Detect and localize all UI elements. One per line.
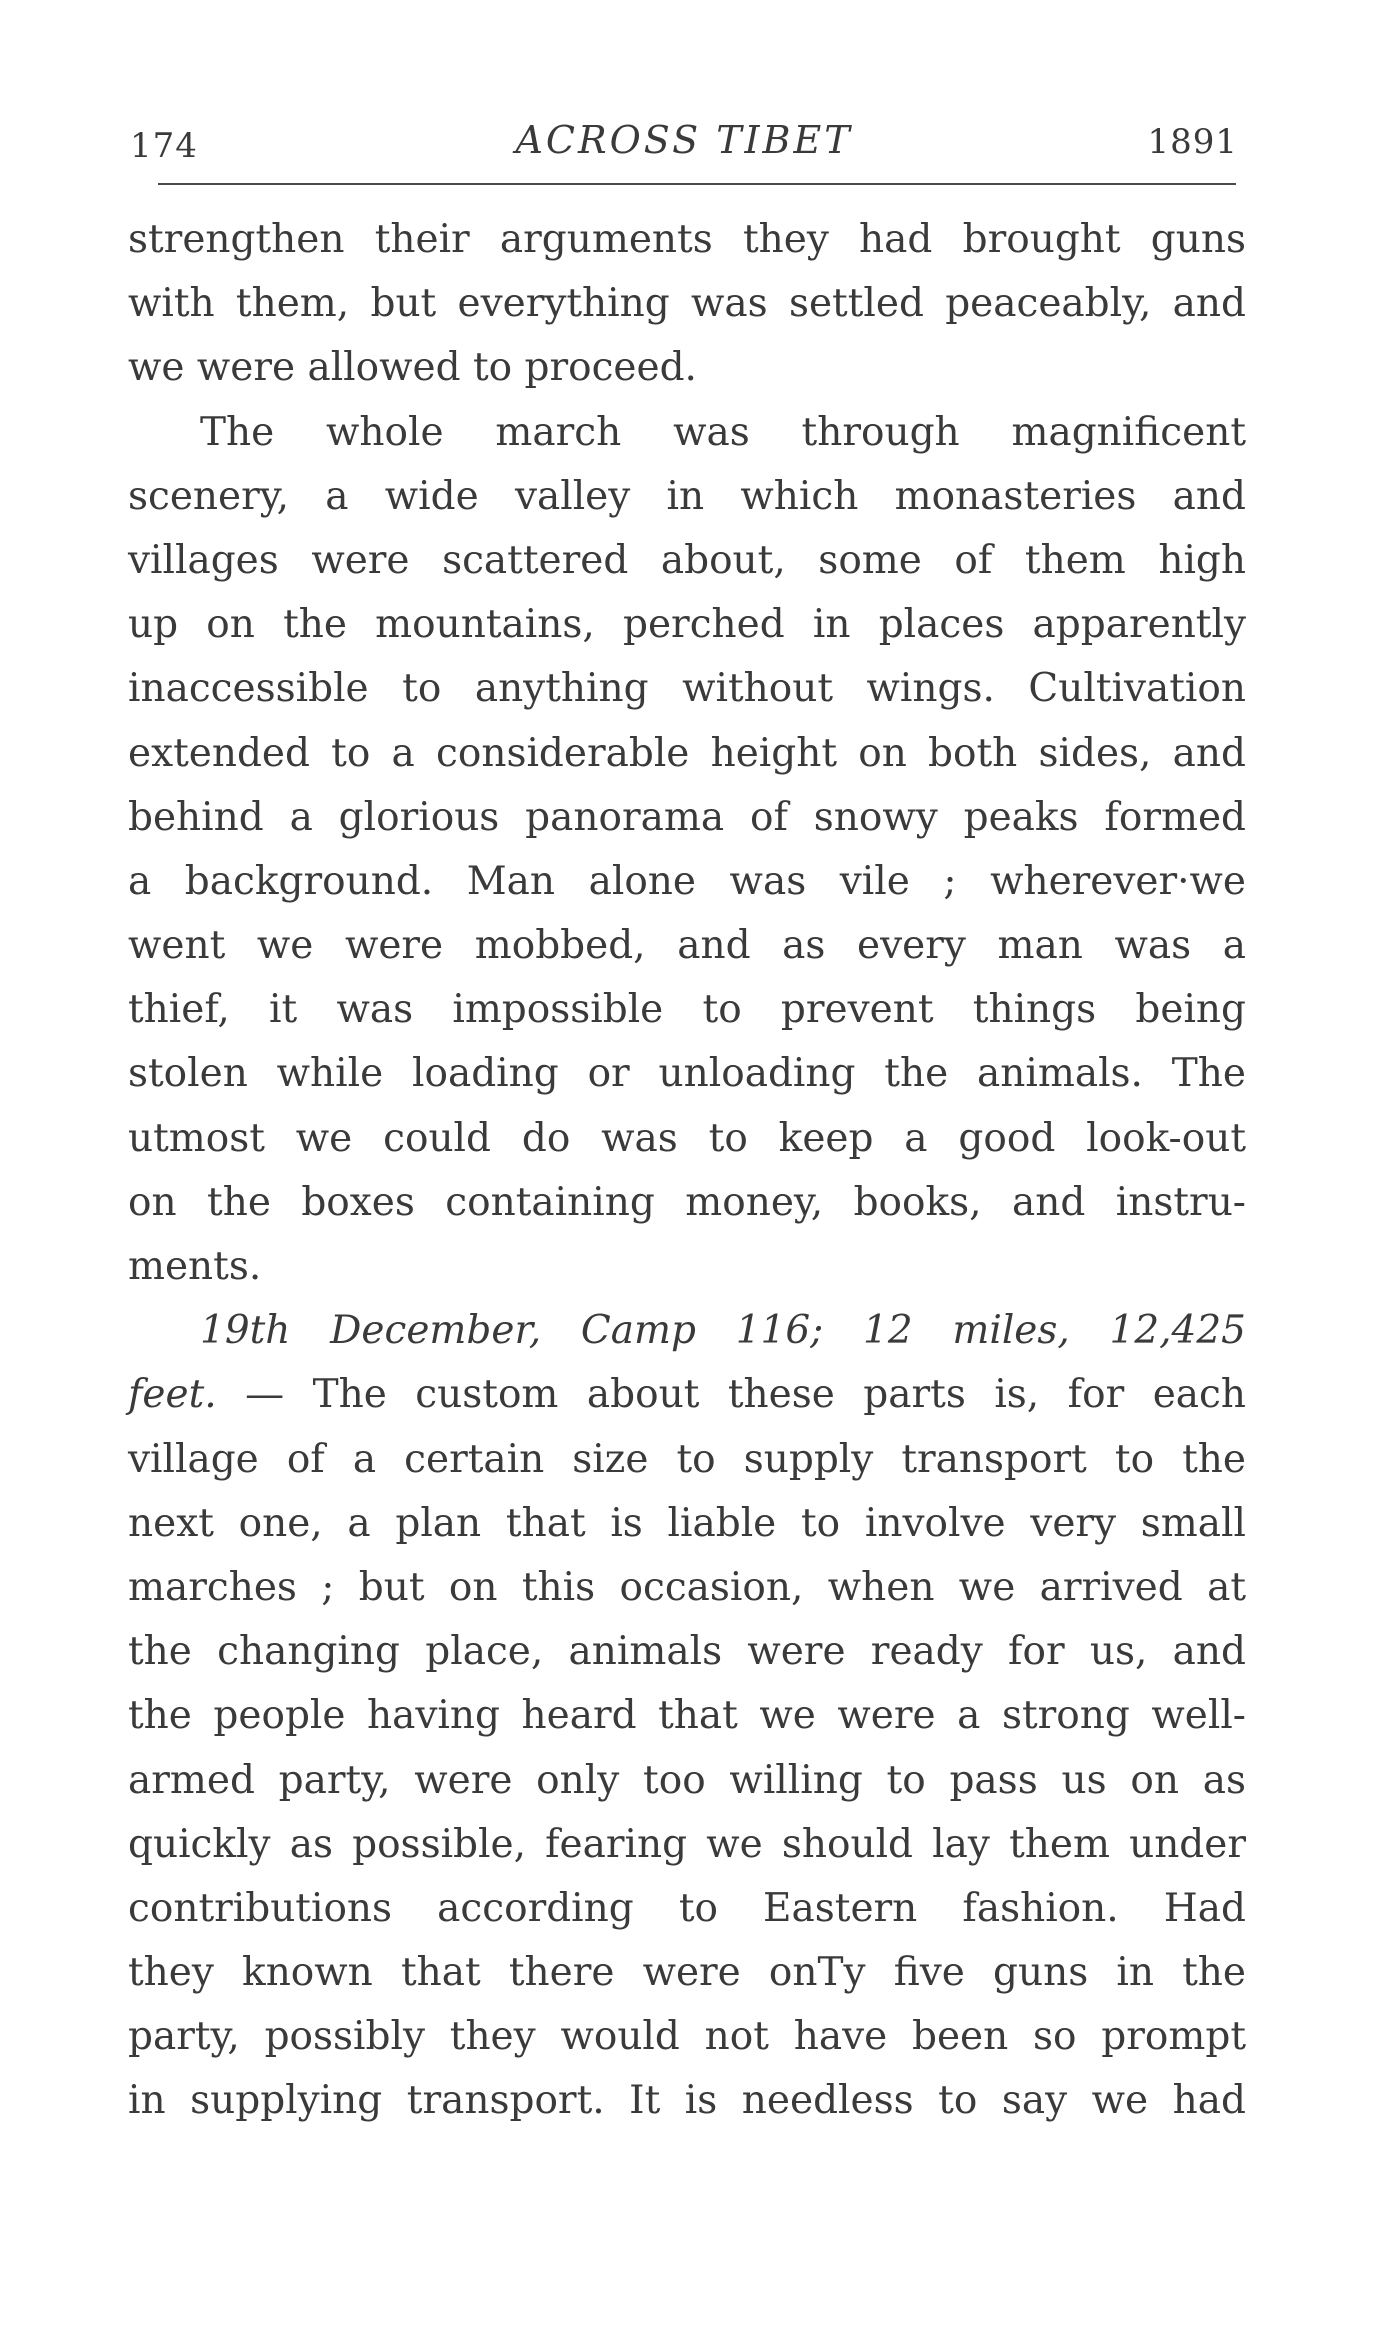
text-line: inaccessible to anything without wings. Cultivation bbox=[128, 666, 1246, 712]
diary-entry-heading: 19th December, Camp 116; 12 miles, 12,425 bbox=[200, 1308, 1246, 1354]
text-line: up on the mountains, perched in places apparently bbox=[128, 602, 1246, 648]
text-line: on the boxes containing money, books, and instru- bbox=[128, 1179, 1246, 1225]
text-line: the changing place, animals were ready for us, and bbox=[128, 1629, 1246, 1675]
body-text bbox=[128, 208, 1246, 2134]
text-line: behind a glorious panorama of snowy peaks formed bbox=[128, 794, 1246, 840]
running-year: 1891 bbox=[1147, 122, 1238, 162]
text-line: in supplying transport. It is needless to say we had bbox=[128, 2078, 1246, 2124]
diary-entry-heading-end: feet. bbox=[128, 1372, 217, 1418]
text-line-continuation: — The custom about these parts is, for each bbox=[216, 1372, 1246, 1418]
header-rule bbox=[158, 183, 1236, 185]
text-line bbox=[128, 1363, 1246, 1427]
text-line: party, possibly they would not have been so prompt bbox=[128, 2014, 1246, 2060]
text-line: contributions according to Eastern fashion. Had bbox=[128, 1885, 1246, 1931]
text-line: ments. bbox=[128, 1244, 262, 1289]
text-line: they known that there were onTy five guns in the bbox=[128, 1950, 1246, 1996]
text-line: a background. Man alone was vile ; wherever·we bbox=[128, 858, 1246, 904]
text-line: armed party, were only too willing to pass us on as bbox=[128, 1757, 1246, 1803]
page-number: 174 bbox=[130, 126, 198, 166]
text-line: we were allowed to proceed. bbox=[128, 345, 697, 391]
text-line: scenery, a wide valley in which monasteries and bbox=[128, 473, 1246, 519]
text-line: the people having heard that we were a strong well- bbox=[128, 1693, 1246, 1739]
text-line: next one, a plan that is liable to involve very small bbox=[128, 1500, 1246, 1546]
text-line: stolen while loading or unloading the animals. The bbox=[128, 1051, 1246, 1097]
text-line: quickly as possible, fearing we should lay them under bbox=[128, 1821, 1246, 1867]
text-line: strengthen their arguments they had brought guns bbox=[128, 217, 1246, 262]
text-line: marches ; but on this occasion, when we arrived at bbox=[128, 1564, 1246, 1610]
text-line: villages were scattered about, some of them high bbox=[128, 537, 1246, 583]
text-line: thief, it was impossible to prevent things being bbox=[128, 987, 1246, 1033]
text-line: went we were mobbed, and as every man was a bbox=[128, 923, 1246, 969]
text-line: village of a certain size to supply transport to the bbox=[128, 1436, 1246, 1482]
running-head bbox=[130, 118, 1238, 174]
text-line: with them, but everything was settled peaceably, and bbox=[128, 281, 1246, 327]
running-title: ACROSS TIBET bbox=[515, 118, 853, 162]
text-line: utmost we could do was to keep a good look-out bbox=[128, 1115, 1246, 1161]
text-line: extended to a considerable height on both sides, and bbox=[128, 730, 1246, 776]
text-line: The whole march was through magnificent bbox=[200, 409, 1246, 455]
